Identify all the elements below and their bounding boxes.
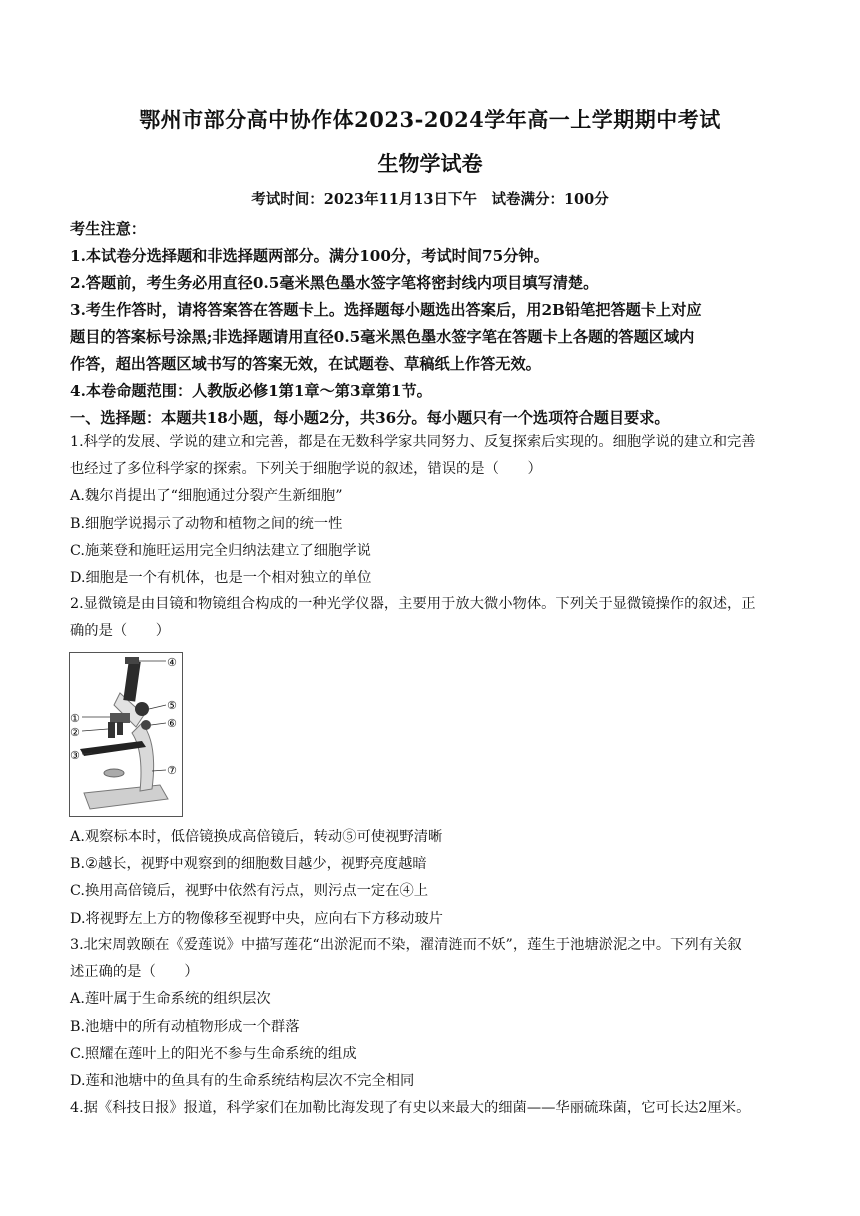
notice-item: 作答，超出答题区域书写的答案无效，在试题卷、草稿纸上作答无效。	[70, 355, 541, 373]
question-stem: 1.科学的发展、学说的建立和完善，都是在无数科学家共同努力、反复探索后实现的。细胞学说的建立和完善	[70, 434, 756, 450]
notice-block	[70, 216, 798, 432]
subject-title: 生物学试卷	[377, 151, 483, 176]
option-a: A.观察标本时，低倍镜换成高倍镜后，转动⑤可使视野清晰	[70, 829, 443, 845]
figure-label: ①	[70, 712, 80, 725]
figure-label: ④	[167, 656, 177, 669]
section-heading: 一、选择题：本题共18小题，每小题2分，共36分。每小题只有一个选项符合题目要求。	[70, 409, 670, 427]
question-stem: 确的是（ ）	[70, 623, 171, 640]
option-b: B.②越长，视野中观察到的细胞数目越少，视野亮度越暗	[70, 856, 427, 873]
exam-info: 考试时间：2023年11月13日下午 试卷满分：100分	[251, 191, 609, 208]
option-c: C.施莱登和施旺运用完全归纳法建立了细胞学说	[70, 542, 371, 559]
question-stem: 3.北宋周敦颐在《爱莲说》中描写莲花“出淤泥而不染，濯清涟而不妖”，莲生于池塘淤泥之中。下列有关叙	[70, 937, 742, 953]
figure-label: ③	[70, 749, 80, 762]
option-d: D.将视野左上方的物像移至视野中央，应向右下方移动玻片	[70, 910, 443, 927]
option-c: C.换用高倍镜后，视野中依然有污点，则污点一定在④上	[70, 883, 429, 900]
figure-label: ⑦	[167, 764, 177, 777]
question-stem: 也经过了多位科学家的探索。下列关于细胞学说的叙述，错误的是（ ）	[70, 461, 542, 478]
option-a: A.莲叶属于生命系统的组织层次	[70, 991, 271, 1008]
microscope-icon	[70, 653, 182, 816]
notice-item: 3.考生作答时，请将答案答在答题卡上。选择题每小题选出答案后，用2B铅笔把答题卡上对应	[70, 301, 702, 319]
question-2-options	[70, 824, 798, 933]
option-c: C.照耀在莲叶上的阳光不参与生命系统的组成	[70, 1045, 357, 1062]
notice-item: 4.本卷命题范围：人教版必修1第1章～第3章第1节。	[70, 382, 432, 400]
option-d: D.莲和池塘中的鱼具有的生命系统结构层次不完全相同	[70, 1073, 415, 1090]
option-d: D.细胞是一个有机体，也是一个相对独立的单位	[70, 570, 372, 587]
option-b: B.池塘中的所有动植物形成一个群落	[70, 1018, 300, 1035]
figure-label: ⑤	[167, 699, 177, 712]
figure-label: ⑥	[167, 717, 177, 730]
question-4	[70, 1095, 798, 1122]
question-stem: 2.显微镜是由目镜和物镜组合构成的一种光学仪器，主要用于放大微小物体。下列关于显微镜操作的叙述，正	[70, 596, 756, 612]
figure-label: ②	[70, 726, 80, 739]
notice-item: 1.本试卷分选择题和非选择题两部分。满分100分，考试时间75分钟。	[70, 247, 549, 265]
option-b: B.细胞学说揭示了动物和植物之间的统一性	[70, 515, 343, 532]
question-stem: 述正确的是（ ）	[70, 964, 199, 981]
notice-heading: 考生注意：	[70, 220, 146, 238]
notice-item: 题目的答案标号涂黑;非选择题请用直径0.5毫米黑色墨水签字笔在答题卡上各题的答题区域内	[70, 328, 695, 346]
exam-title: 鄂州市部分高中协作体2023-2024学年高一上学期期中考试	[139, 107, 721, 132]
notice-item: 2.答题前，考生务必用直径0.5毫米黑色墨水签字笔将密封线内项目填写清楚。	[70, 274, 599, 292]
question-3	[70, 932, 798, 1095]
question-stem: 4.据《科技日报》报道，科学家们在加勒比海发现了有史以来最大的细菌——华丽硫珠菌，它可长达2厘米。	[70, 1100, 751, 1116]
question-1	[70, 429, 798, 592]
option-a: A.魏尔肖提出了“细胞通过分裂产生新细胞”	[70, 488, 343, 505]
question-2	[70, 591, 798, 645]
microscope-figure	[69, 652, 183, 817]
